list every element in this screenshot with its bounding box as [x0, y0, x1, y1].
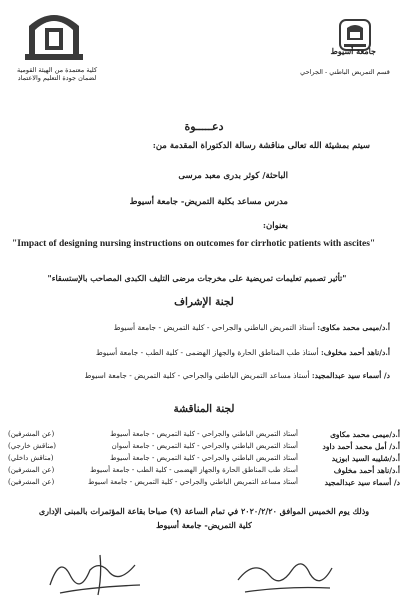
- supervisor-name: أ.د/ناهد أحمد مخلوف:: [320, 348, 390, 357]
- committee-member-desc: أستاذ مساعد التمريض الباطني والجراحي - كلية التمريض - جامعة اسيوط: [87, 478, 298, 486]
- department-caption: قسم التمريض الباطني - الجراحي: [300, 68, 390, 76]
- left-signature-icon: [40, 545, 150, 605]
- committee-member-desc: أستاذ طب المناطق الحارة والجهاز الهضمى - كلية الطب - جامعة أسيوط: [90, 466, 298, 474]
- committee-row: [8, 442, 400, 453]
- committee-member-role: (عن المشرفين): [8, 478, 55, 486]
- supervision-heading: لجنة الإشراف: [174, 296, 234, 308]
- faculty-logo-text: جامعة أسيوط: [330, 46, 376, 56]
- accreditation-logo: [14, 10, 98, 84]
- supervision-row: [84, 371, 390, 380]
- right-signature-icon: [230, 550, 340, 605]
- accreditation-caption: كلية معتمدة من الهيئة القومية لضمان جودة التعليم والاعتماد: [16, 66, 98, 82]
- committee-member-desc: أستاذ التمريض الباطني والجراحي - كلية التمريض - جامعة أسوان: [111, 442, 298, 450]
- researcher-name: الباحثة/ كوثر بدرى معبد مرسى: [178, 171, 288, 181]
- committee-member-role: (مناقش خارجي): [8, 442, 56, 450]
- committee-member-name: د/ أسماء سيد عبدالمجيد: [324, 478, 400, 487]
- committee-row: [8, 478, 400, 489]
- committee-member-role: (مناقش داخلي): [8, 454, 54, 462]
- accreditation-emblem-icon: [21, 10, 87, 62]
- committee-row: [8, 430, 400, 441]
- invitation-intro: سيتم بمشيئة الله تعالى مناقشة رسالة الدكتوراة المقدمة من:: [152, 141, 370, 151]
- committee-member-role: (عن المشرفين): [8, 430, 55, 438]
- committee-row: [8, 466, 400, 477]
- committee-member-name: أ.د/ناهد أحمد مخلوف: [333, 466, 400, 475]
- title-label: بعنوان:: [262, 221, 288, 231]
- committee-row: [8, 454, 400, 465]
- supervisor-desc: أستاذ مساعد التمريض الباطني والجراحي - كلية التمريض - جامعة اسيوط: [84, 371, 310, 380]
- committee-member-desc: أستاذ التمريض الباطني والجراحي - كلية التمريض - جامعة أسيوط: [110, 430, 298, 438]
- committee-member-name: أ.د/ أمل محمد أحمد داود: [322, 442, 400, 451]
- committee-member-name: أ.د/شليبه السيد ابوزيد: [331, 454, 400, 463]
- faculty-emblem-icon: [320, 14, 390, 66]
- committee-heading: لجنة المناقشة: [173, 403, 235, 415]
- committee-member-role: (عن المشرفين): [8, 466, 55, 474]
- supervisor-name: أ.د/ميمى محمد مكاوى:: [317, 323, 390, 332]
- committee-member-name: أ.د/ميمى محمد مكاوى: [330, 430, 400, 439]
- english-title: "Impact of designing nursing instructions on outcomes for cirrhotic patients with ascites": [12, 239, 376, 249]
- researcher-position: مدرس مساعد بكلية التمريض- جامعة أسيوط: [129, 197, 288, 207]
- supervisor-desc: أستاذ طب المناطق الحارة والجهاز الهضمى - كلية الطب - جامعة أسيوط: [95, 348, 319, 357]
- invitation-title: دعـــــوة: [184, 120, 224, 133]
- supervision-row: [114, 323, 390, 332]
- arabic-title: "تأثير تصميم تعليمات تمريضية على مخرجات مرضى التليف الكبدى المصاحب بالإستسقاء": [47, 273, 347, 283]
- committee-member-desc: أستاذ التمريض الباطني والجراحي - كلية التمريض - جامعة أسيوط: [110, 454, 298, 462]
- supervision-row: [96, 348, 390, 357]
- faculty-logo: [300, 14, 390, 78]
- supervisor-desc: أستاذ التمريض الباطني والجراحي - كلية التمريض - جامعة أسيوط: [113, 323, 315, 332]
- supervisor-name: د/ أسماء سيد عبدالمجيد:: [311, 371, 390, 380]
- footer-line-2: كلية التمريض- جامعة أسيوط: [156, 520, 252, 530]
- footer-line-1: وذلك يوم الخميس الموافق ٢٠٢٠/٢/٢٠ في تمام الساعة (٩) صباحا بقاعة المؤتمرات بالمبنى الإدارى: [38, 506, 370, 516]
